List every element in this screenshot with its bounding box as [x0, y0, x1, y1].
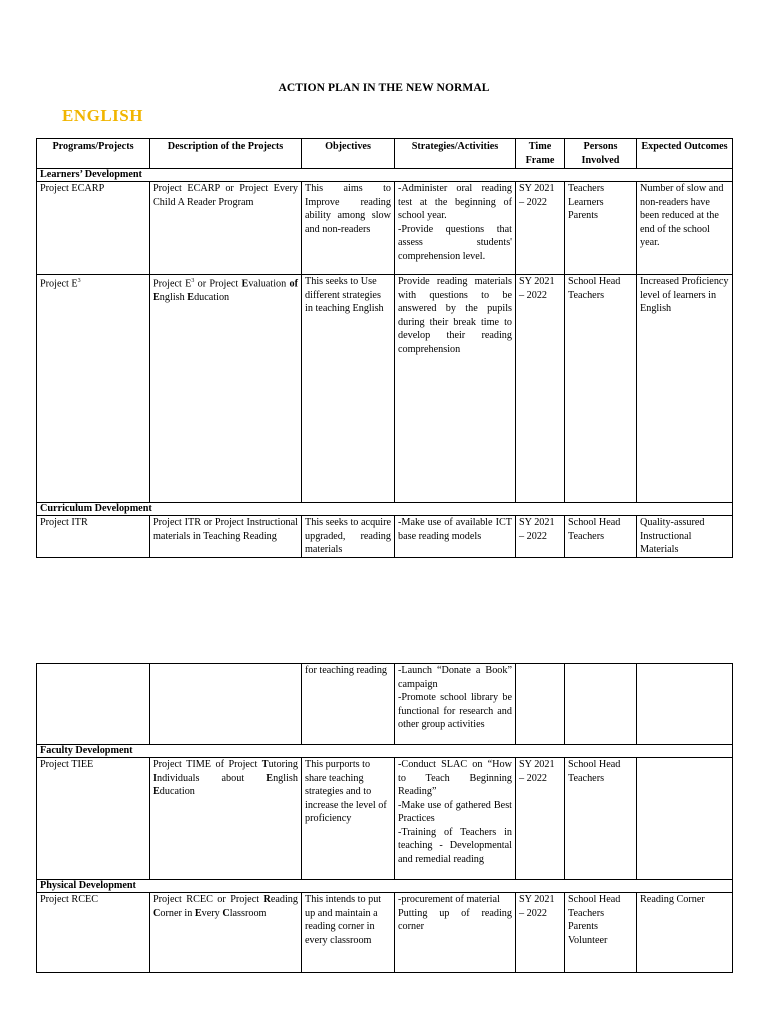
action-plan-table-part-1 — [36, 138, 733, 558]
program-cell: Project $E^3$ — [37, 275, 150, 503]
subject-heading: ENGLISH — [62, 106, 143, 125]
program-cell: Project TIEE — [37, 758, 150, 880]
section-row-physical — [37, 880, 733, 893]
outcomes-cell: Increased Proficiency level of learners in English — [637, 275, 733, 503]
section-label: Faculty Development — [37, 745, 733, 758]
time-frame-cell: SY 2021 – 2022 — [516, 275, 565, 503]
objectives-cell: This seeks to acquire upgraded, reading materials — [302, 516, 395, 558]
time-frame-cell: SY 2021 – 2022 — [516, 516, 565, 558]
header-outcomes: Expected Outcomes — [637, 139, 733, 169]
persons-cell: Teachers Learners Parents — [565, 182, 637, 275]
outcomes-cell — [637, 664, 733, 745]
section-row-faculty — [37, 745, 733, 758]
header-description: Description of the Projects — [150, 139, 302, 169]
description-cell: Project ECARP or Project Every Child A Reader Program — [150, 182, 302, 275]
persons-cell: School Head Teachers — [565, 275, 637, 503]
section-label: Physical Development — [37, 880, 733, 893]
outcomes-cell: Reading Corner — [637, 893, 733, 973]
outcomes-cell — [637, 758, 733, 880]
program-cell — [37, 664, 150, 745]
program-cell: Project ITR — [37, 516, 150, 558]
table-row — [37, 516, 733, 558]
objectives-cell: for teaching reading — [302, 664, 395, 745]
description-cell: Project $E^3$ or Project Evaluation of English Education — [150, 275, 302, 503]
header-objectives: Objectives — [302, 139, 395, 169]
header-persons: Persons Involved — [565, 139, 637, 169]
strategies-cell: -procurement of material Putting up of reading corner — [395, 893, 516, 973]
persons-cell: School Head Teachers — [565, 516, 637, 558]
header-programs: Programs/Projects — [37, 139, 150, 169]
strategies-cell: Provide reading materials with questions to be answered by the pupils during their break time to develop their reading comprehension — [395, 275, 516, 503]
time-frame-cell: SY 2021 – 2022 — [516, 182, 565, 275]
description-cell: Project ITR or Project Instructional materials in Teaching Reading — [150, 516, 302, 558]
header-time-frame: Time Frame — [516, 139, 565, 169]
description-cell: Project RCEC or Project Reading Corner in Every Classroom — [150, 893, 302, 973]
description-cell — [150, 664, 302, 745]
document-title: ACTION PLAN IN THE NEW NORMAL — [278, 82, 490, 94]
table-row — [37, 664, 733, 745]
strategies-cell: -Launch “Donate a Book” campaign -Promote school library be functional for research and other group activities — [395, 664, 516, 745]
outcomes-cell: Quality-assured Instructional Materials — [637, 516, 733, 558]
strategies-cell: -Administer oral reading test at the beginning of school year. -Provide questions that assess students' comprehension level. — [395, 182, 516, 275]
persons-cell: School Head Teachers Parents Volunteer — [565, 893, 637, 973]
section-label: Curriculum Development — [37, 503, 733, 516]
section-label: Learners’ Development — [37, 169, 733, 182]
table-row — [37, 758, 733, 880]
objectives-cell: This intends to put up and maintain a reading corner in every classroom — [302, 893, 395, 973]
persons-cell: School Head Teachers — [565, 758, 637, 880]
section-row-learners — [37, 169, 733, 182]
table-row — [37, 275, 733, 503]
table-row — [37, 182, 733, 275]
table-header-row — [37, 139, 733, 169]
objectives-cell: This seeks to Use different strategies in teaching English — [302, 275, 395, 503]
time-frame-cell: SY 2021 – 2022 — [516, 893, 565, 973]
header-strategies: Strategies/Activities — [395, 139, 516, 169]
strategies-cell: -Conduct SLAC on “How to Teach Beginning Reading” -Make use of gathered Best Practices -Training of Teachers in teaching - Developmental and remedial reading — [395, 758, 516, 880]
outcomes-cell: Number of slow and non-readers have been reduced at the end of the school year. — [637, 182, 733, 275]
strategies-cell: -Make use of available ICT base reading models — [395, 516, 516, 558]
description-cell: Project TIME of Project Tutoring Individuals about English Education — [150, 758, 302, 880]
section-row-curriculum — [37, 503, 733, 516]
table-row — [37, 893, 733, 973]
program-cell: Project RCEC — [37, 893, 150, 973]
time-frame-cell: SY 2021 – 2022 — [516, 758, 565, 880]
objectives-cell: This aims to Improve reading ability among slow and non-readers — [302, 182, 395, 275]
action-plan-table-part-2 — [36, 663, 733, 973]
program-cell: Project ECARP — [37, 182, 150, 275]
time-frame-cell — [516, 664, 565, 745]
objectives-cell: This purports to share teaching strategies and to increase the level of proficiency — [302, 758, 395, 880]
persons-cell — [565, 664, 637, 745]
